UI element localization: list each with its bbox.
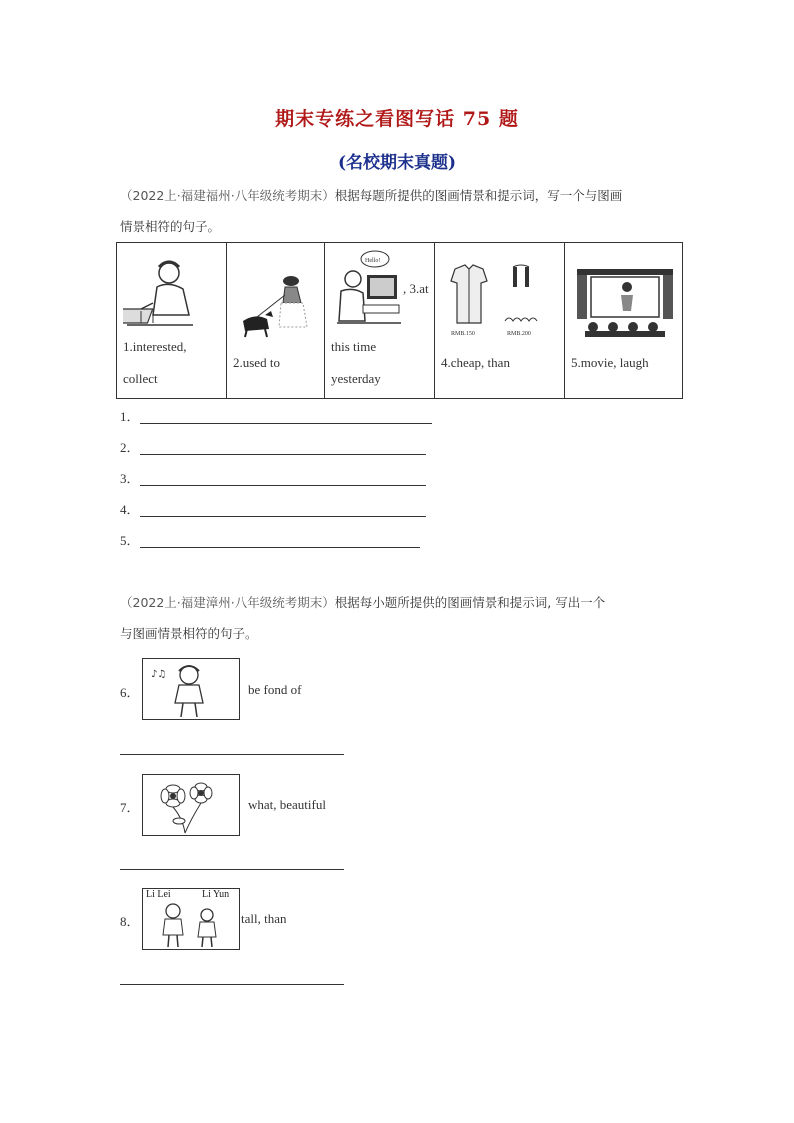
price-tag-1: RMB.150 <box>451 331 475 337</box>
section1-source: （2022上·福建福州·八年级统考期末） <box>120 188 335 203</box>
cell-2-hint: 2.used to <box>233 355 280 370</box>
section2-instruction-line1: 根据每小题所提供的图画情景和提示词, 写出一个 <box>334 595 606 610</box>
answer-line[interactable] <box>140 484 426 486</box>
section2-instruction-line2: 与图画情景相符的句子。 <box>120 626 258 641</box>
question-8-number: 8． <box>120 914 140 929</box>
cell-5-hint: 5.movie, laugh <box>571 355 649 370</box>
question-7-answer-line[interactable] <box>120 868 344 870</box>
answer-line[interactable] <box>140 546 420 548</box>
question-6-picture <box>142 658 240 720</box>
page-title: 期末专练之看图写话 75 题 <box>275 108 519 130</box>
picture-cell-2 <box>227 243 325 399</box>
question-6-answer-line[interactable] <box>120 753 344 755</box>
question-7-number: 7． <box>120 800 140 815</box>
section2-instructions <box>120 587 680 649</box>
answer-line[interactable] <box>140 422 432 424</box>
name-label-li-yun: Li Yun <box>202 889 230 900</box>
answer-row-4[interactable] <box>120 499 140 517</box>
boy-with-stamps-icon <box>123 253 203 329</box>
answer-number: 1． <box>120 409 140 424</box>
picture-cell-4 <box>435 243 565 399</box>
cell-1-hint-line2: collect <box>123 371 158 386</box>
clothes-price-icon <box>443 261 553 339</box>
svg-text:♪♫: ♪♫ <box>151 669 167 680</box>
cell-3-hint-line3: yesterday <box>331 371 381 386</box>
picture-table <box>116 242 683 399</box>
picture-cell-5 <box>565 243 683 399</box>
flowers-icon <box>143 775 239 835</box>
answer-number: 3． <box>120 471 140 486</box>
question-6-hint: be fond of <box>248 682 302 697</box>
section1-instructions <box>120 180 680 242</box>
answer-row-5[interactable] <box>120 530 140 548</box>
answer-row-2[interactable] <box>120 437 140 455</box>
question-6-number: 6． <box>120 685 140 700</box>
answer-row-1[interactable] <box>120 406 140 424</box>
speech-bubble-text: Hello! <box>365 258 381 264</box>
section2-source: （2022上·福建漳州·八年级统考期末） <box>120 595 335 610</box>
cell-3-hint-line1: , 3.at <box>403 281 429 296</box>
man-at-computer-icon <box>333 249 403 329</box>
question-7-picture <box>142 774 240 836</box>
picture-cell-1 <box>117 243 227 399</box>
cell-4-hint: 4.cheap, than <box>441 355 510 370</box>
page-subtitle: (名校期末真题) <box>337 153 457 173</box>
answer-row-3[interactable] <box>120 468 140 486</box>
answer-line[interactable] <box>140 515 426 517</box>
section1-instruction-line2: 情景相符的句子。 <box>120 219 221 234</box>
cinema-screen-icon <box>573 267 677 339</box>
question-8-hint: tall, than <box>241 911 287 926</box>
question-8-answer-line[interactable] <box>120 983 344 985</box>
girl-singing-icon <box>143 659 239 719</box>
answer-number: 2． <box>120 440 140 455</box>
price-tag-2: RMB.200 <box>507 331 531 337</box>
cell-3-hint-line2: this time <box>331 339 377 354</box>
answer-line[interactable] <box>140 453 426 455</box>
answer-number: 5． <box>120 533 140 548</box>
question-7-hint: what, beautiful <box>248 797 326 812</box>
cell-1-hint-line1: 1.interested, <box>123 339 187 354</box>
picture-cell-3 <box>325 243 435 399</box>
woman-walking-dog-icon <box>235 273 315 339</box>
name-label-li-lei: Li Lei <box>146 889 171 900</box>
section1-instruction-line1: 根据每题所提供的图画情景和提示词，写一个与图画 <box>334 188 623 203</box>
answer-number: 4． <box>120 502 140 517</box>
